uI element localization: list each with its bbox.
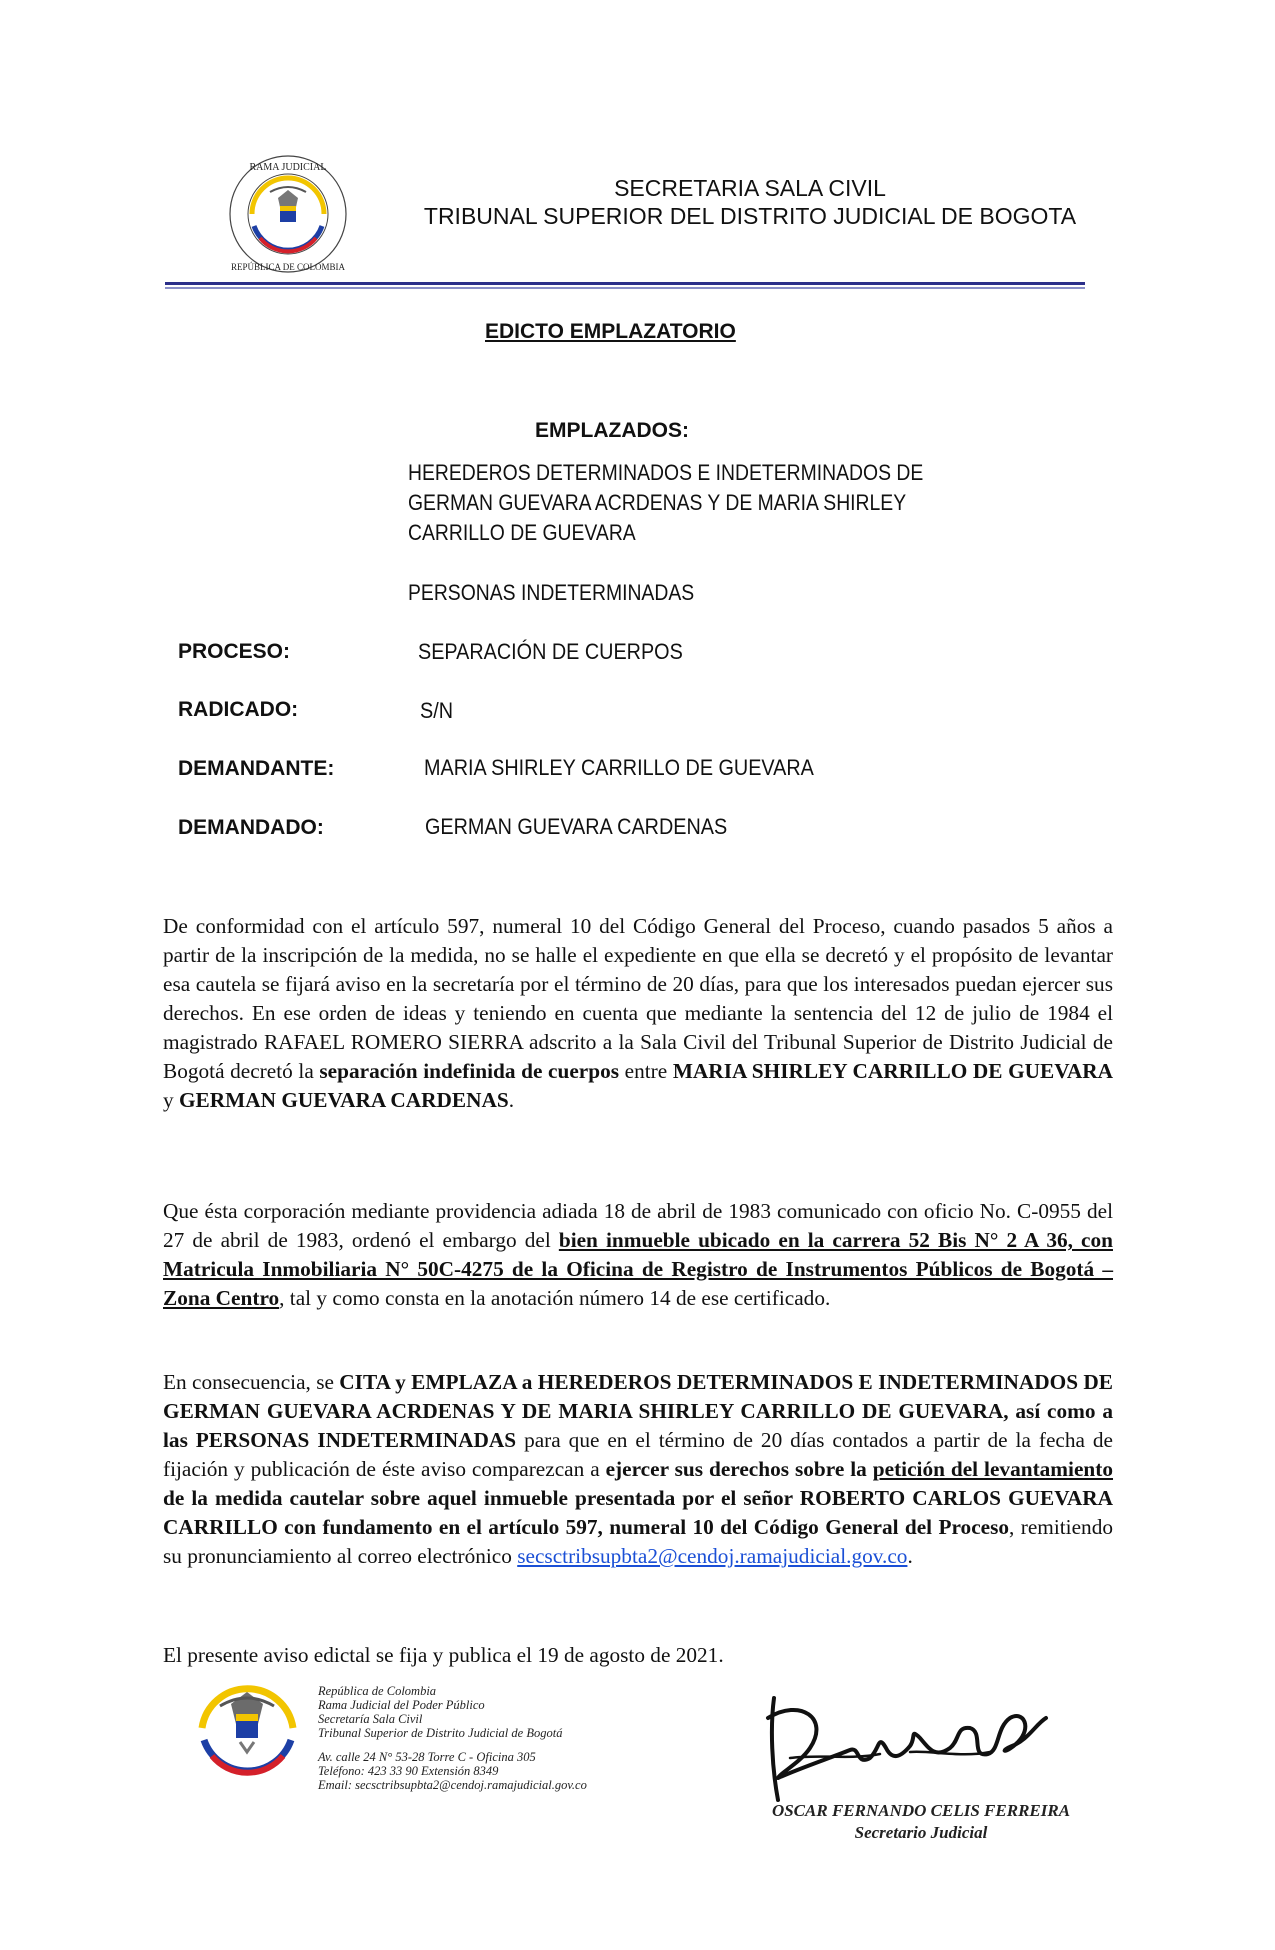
demandante-value: MARIA SHIRLEY CARRILLO DE GUEVARA <box>424 755 814 780</box>
p1-text: De conformidad con el artículo 597, numeral 10 del Código General del Proceso, cuando pasados 5 años a partir de la inscripción de la medida, no se halle el expediente en que ella se decretó y el propósito de levantar esa cautela se fijará aviso en la secretaría por el término de 20 días, para que los interesados puedan ejercer sus derechos. En ese orden de ideas y teniendo en cuenta que mediante la sentencia del 12 de julio de 1984 el magistrado RAFAEL ROMERO SIERRA adscrito a la Sala Civil del Tribunal Superior de Distrito Judicial de Bogotá decretó la <box>163 914 1113 1083</box>
demandante-label: DEMANDANTE: <box>178 757 335 780</box>
p2-text: , tal y como consta en la anotación número 14 de ese certificado. <box>279 1286 831 1310</box>
p3-text: En consecuencia, se <box>163 1370 340 1394</box>
p1-bold-party: GERMAN GUEVARA CARDENAS <box>178 1088 509 1112</box>
footer-line: República de Colombia <box>318 1684 437 1698</box>
demandado-label: DEMANDADO: <box>178 816 324 839</box>
p3-text: . <box>907 1544 913 1568</box>
footer-line: Tribunal Superior de Distrito Judicial de Bogotá <box>318 1726 563 1740</box>
p3-bold-peticion: petición del levantamiento <box>872 1457 1114 1481</box>
paragraph-publication-date: El presente aviso edictal se fija y publica el 19 de agosto de 2021. <box>163 1643 724 1667</box>
footer-line: Secretaría Sala Civil <box>318 1712 423 1726</box>
email-link[interactable]: secsctribsupbta2@cendoj.ramajudicial.gov.co <box>517 1544 908 1568</box>
p1-text: y <box>163 1088 179 1112</box>
radicado-label: RADICADO: <box>178 698 299 721</box>
p3-bold-medida: de la medida cautelar sobre aquel inmueble presentada por el señor ROBERTO CARLOS GUEVARA CARRILLO con fundamento en el artículo 597, numeral 10 del Código General del Proceso <box>163 1486 1113 1539</box>
handwritten-signature <box>760 1688 1060 1808</box>
header-divider <box>165 282 1085 285</box>
svg-text:REPÚBLICA DE COLOMBIA: REPÚBLICA DE COLOMBIA <box>230 262 346 272</box>
header-line-2: TRIBUNAL SUPERIOR DEL DISTRITO JUDICIAL DE BOGOTA <box>423 203 1077 229</box>
paragraph-embargo <box>163 1197 1113 1313</box>
p2-property-description: bien inmueble ubicado en la carrera 52 Bis N° 2 A 36, con Matricula Inmobiliaria N° 50C-4275 de la Oficina de Registro de Instrumentos Públicos de Bogotá – Zona Centro <box>163 1228 1113 1310</box>
signer-name: OSCAR FERNANDO CELIS FERREIRA <box>771 1801 1071 1820</box>
demandado-value: GERMAN GUEVARA CARDENAS <box>425 814 728 839</box>
p3-bold-cita: CITA y EMPLAZA a HEREDEROS DETERMINADOS E INDETERMINADOS DE GERMAN GUEVARA ACRDENAS Y DE MARIA SHIRLEY CARRILLO DE GUEVARA, así como a las PERSONAS INDETERMINADAS <box>163 1370 1113 1452</box>
document-title: EDICTO EMPLAZATORIO <box>485 320 736 343</box>
paragraph-citation <box>163 1368 1113 1571</box>
p1-bold-party: MARIA SHIRLEY CARRILLO DE GUEVARA <box>672 1059 1113 1083</box>
footer-contact-block <box>318 1684 587 1792</box>
paragraph-legal-basis <box>163 912 1113 1115</box>
p3-text: , remitiendo su pronunciamiento al correo electrónico <box>163 1515 1113 1568</box>
p2-text: Que ésta corporación mediante providencia adiada 18 de abril de 1983 comunicado con oficio No. C-0955 del 27 de abril de 1983, ordenó el embargo del <box>163 1199 1113 1252</box>
colombia-coat-of-arms-logo <box>190 1670 305 1785</box>
radicado-value: S/N <box>420 698 454 723</box>
emplazados-list <box>408 458 971 548</box>
p1-text: entre <box>619 1059 673 1083</box>
emplazados-persons: PERSONAS INDETERMINADAS <box>408 580 695 605</box>
seal-ring-text: RAMA JUDICIAL <box>249 162 327 173</box>
header-line-1: SECRETARIA SALA CIVIL <box>614 175 886 201</box>
emplazados-line: CARRILLO DE GUEVARA <box>408 520 636 545</box>
footer-line: Rama Judicial del Poder Público <box>318 1698 485 1712</box>
header-court-name <box>380 174 1120 230</box>
footer-phone: Teléfono: 423 33 90 Extensión 8349 <box>318 1764 499 1778</box>
p3-text: para que en el término de 20 días contados a partir de la fecha de fijación y publicación de éste aviso comparezcan a <box>163 1428 1113 1481</box>
emplazados-label: EMPLAZADOS: <box>535 419 689 442</box>
footer-address: Av. calle 24 N° 53-28 Torre C - Oficina 305 <box>318 1750 536 1764</box>
footer-email: Email: secsctribsupbta2@cendoj.ramajudicial.gov.co <box>318 1778 587 1792</box>
emplazados-line: GERMAN GUEVARA ACRDENAS Y DE MARIA SHIRLEY <box>408 490 907 515</box>
header-divider-secondary <box>165 287 1085 289</box>
rama-judicial-seal-logo <box>212 150 364 278</box>
signer-block <box>762 1800 1080 1844</box>
proceso-value: SEPARACIÓN DE CUERPOS <box>418 639 683 664</box>
proceso-label: PROCESO: <box>178 640 291 663</box>
p1-text: . <box>508 1088 515 1112</box>
signer-role: Secretario Judicial <box>854 1823 988 1842</box>
p3-bold-derechos: ejercer sus derechos sobre la <box>605 1457 873 1481</box>
p1-bold-separacion: separación indefinida de cuerpos <box>319 1059 620 1083</box>
emplazados-line: HEREDEROS DETERMINADOS E INDETERMINADOS DE <box>408 460 924 485</box>
